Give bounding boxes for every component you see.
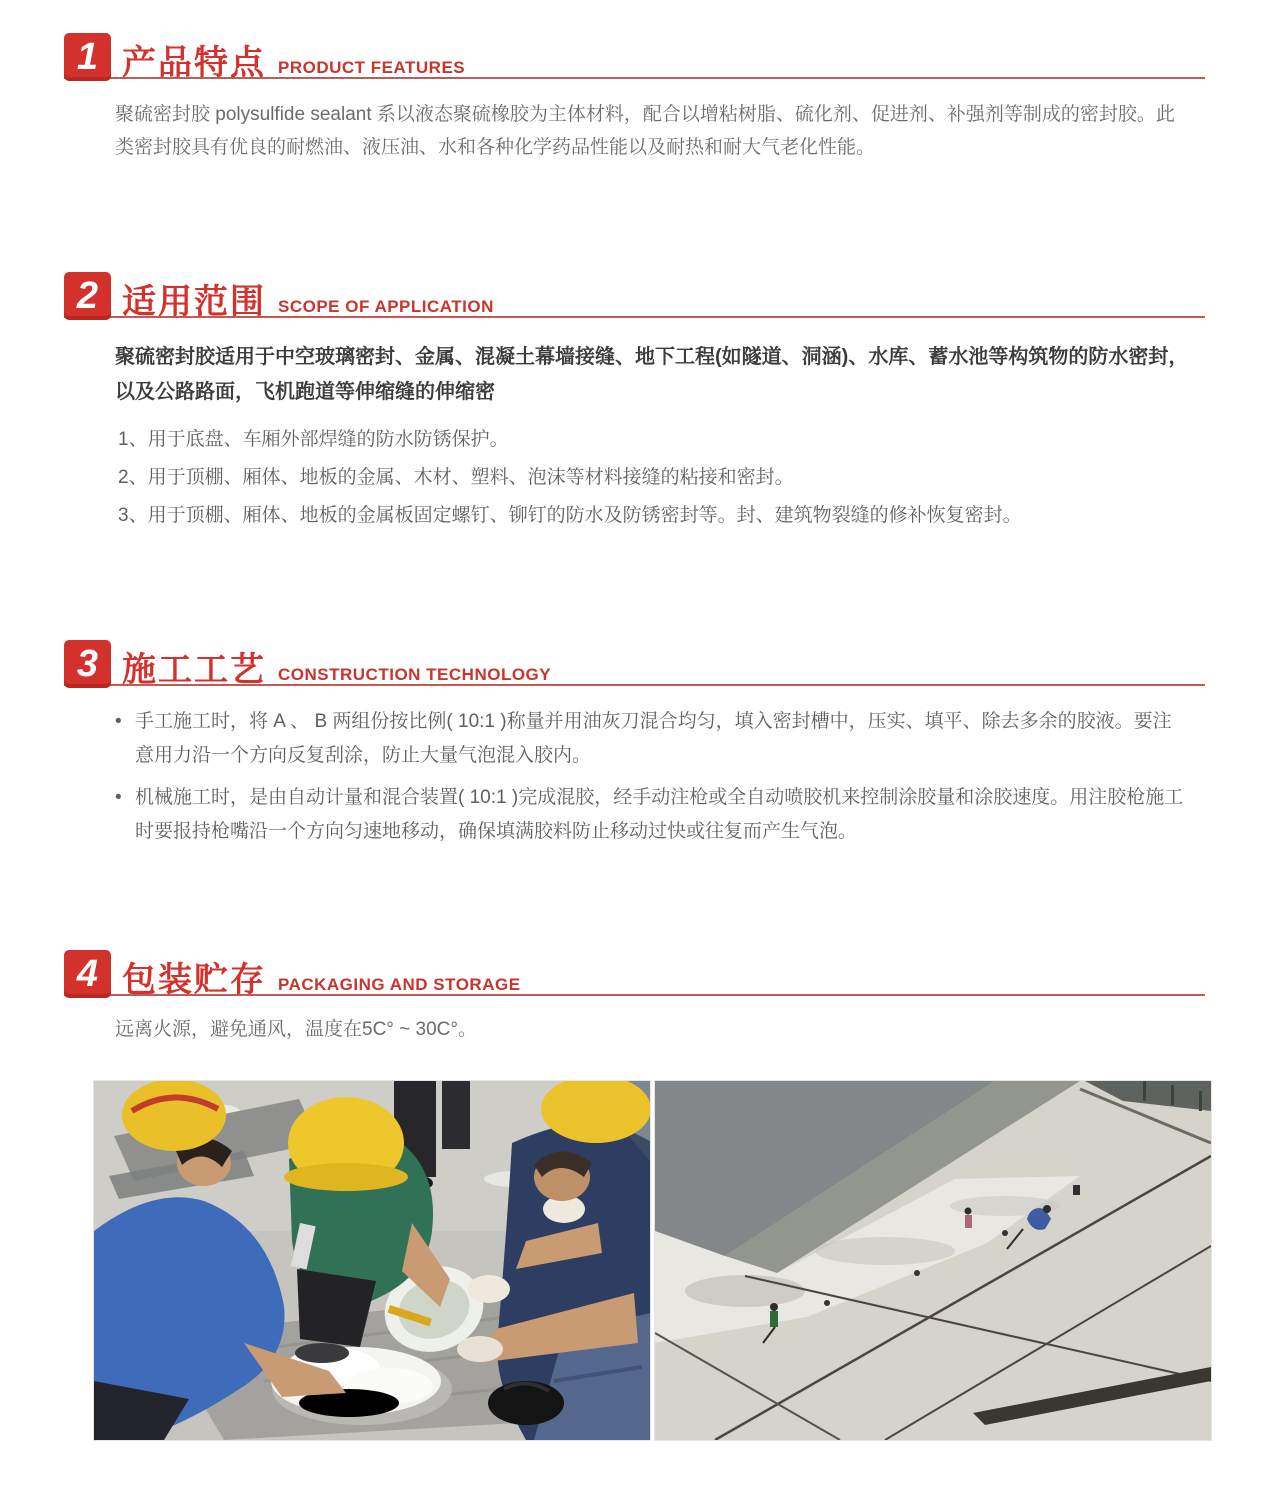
section-title-zh: 包装贮存 bbox=[122, 961, 266, 999]
section-number-badge bbox=[64, 272, 111, 320]
section-title-en: SCOPE OF APPLICATION bbox=[278, 297, 494, 316]
bullet-item bbox=[115, 705, 1190, 773]
construction-bullets bbox=[115, 705, 1190, 849]
section-number-badge bbox=[64, 33, 111, 81]
section-header bbox=[64, 640, 1205, 690]
bullet-item bbox=[115, 781, 1190, 849]
section-construction-technology bbox=[64, 640, 1205, 857]
photo-row bbox=[94, 1081, 1211, 1440]
section-titles bbox=[122, 653, 551, 687]
section-number-badge bbox=[64, 950, 111, 998]
section-number-badge bbox=[64, 640, 111, 688]
concrete-slope-illustration bbox=[655, 1081, 1211, 1440]
section-packaging-and-storage bbox=[64, 950, 1205, 1046]
section-product-features bbox=[64, 33, 1205, 164]
section-number: 1 bbox=[76, 35, 99, 78]
section-title-zh: 施工工艺 bbox=[122, 651, 266, 689]
section-number: 4 bbox=[76, 952, 99, 995]
section-title-en: CONSTRUCTION TECHNOLOGY bbox=[278, 665, 552, 684]
application-list bbox=[118, 422, 1188, 534]
section-title-zh: 产品特点 bbox=[122, 44, 266, 82]
section-lead-paragraph: 聚硫密封胶适用于中空玻璃密封、金属、混凝土幕墙接缝、地下工程(如隧道、洞涵)、水库、蓄水池等构筑物的防水密封，以及公路路面，飞机跑道等伸缩缝的伸缩密 bbox=[115, 346, 1189, 403]
section-titles bbox=[122, 285, 494, 319]
list-item: 3、用于顶棚、厢体、地板的金属板固定螺钉、铆钉的防水及防锈密封等。封、建筑物裂缝的修补恢复密封。 bbox=[118, 505, 1022, 526]
section-titles bbox=[122, 963, 521, 997]
section-header bbox=[64, 272, 1205, 322]
section-title-zh: 适用范围 bbox=[122, 283, 266, 321]
bullet-text: 机械施工时，是由自动计量和混合装置( 10:1 )完成混胶，经手动注枪或全自动喷胶机来控制涂胶量和涂胶速度。用注胶枪施工时要报持枪嘴沿一个方向匀速地移动，确保填满胶料防止移动过快或往复而产生气泡。 bbox=[135, 787, 1184, 842]
bullet-marker: • bbox=[115, 711, 122, 732]
section-paragraph: 远离火源，避免通风，温度在5C° ~ 30C°。 bbox=[115, 1019, 477, 1040]
bullet-text: 手工施工时，将 A 、 B 两组份按比例( 10:1 )称量并用油灰刀混合均匀，填入密封槽中，压实、填平、除去多余的胶液。要注意用力沿一个方向反复刮涂，防止大量气泡混入胶内。 bbox=[135, 711, 1172, 766]
section-header bbox=[64, 950, 1205, 1000]
section-number: 3 bbox=[76, 642, 99, 685]
concrete-slope-joint-photo bbox=[655, 1081, 1211, 1440]
workers-mixing-sealant-photo bbox=[94, 1081, 650, 1440]
section-titles bbox=[122, 46, 465, 80]
section-header bbox=[64, 33, 1205, 83]
section-scope-of-application bbox=[64, 272, 1205, 536]
bullet-marker: • bbox=[115, 787, 122, 808]
list-item: 1、用于底盘、车厢外部焊缝的防水防锈保护。 bbox=[118, 429, 509, 450]
section-number: 2 bbox=[76, 274, 99, 317]
section-title-en: PACKAGING AND STORAGE bbox=[278, 975, 521, 994]
section-paragraph: 聚硫密封胶 polysulfide sealant 系以液态聚硫橡胶为主体材料，配合以增粘树脂、硫化剂、促进剂、补强剂等制成的密封胶。此类密封胶具有优良的耐燃油、液压油、水和各种化学药品性能以及耐热和耐大气老化性能。 bbox=[115, 104, 1175, 158]
section-title-en: PRODUCT FEATURES bbox=[278, 58, 466, 77]
list-item: 2、用于顶棚、厢体、地板的金属、木材、塑料、泡沫等材料接缝的粘接和密封。 bbox=[118, 467, 794, 488]
workers-mixing-sealant-illustration bbox=[94, 1081, 650, 1440]
